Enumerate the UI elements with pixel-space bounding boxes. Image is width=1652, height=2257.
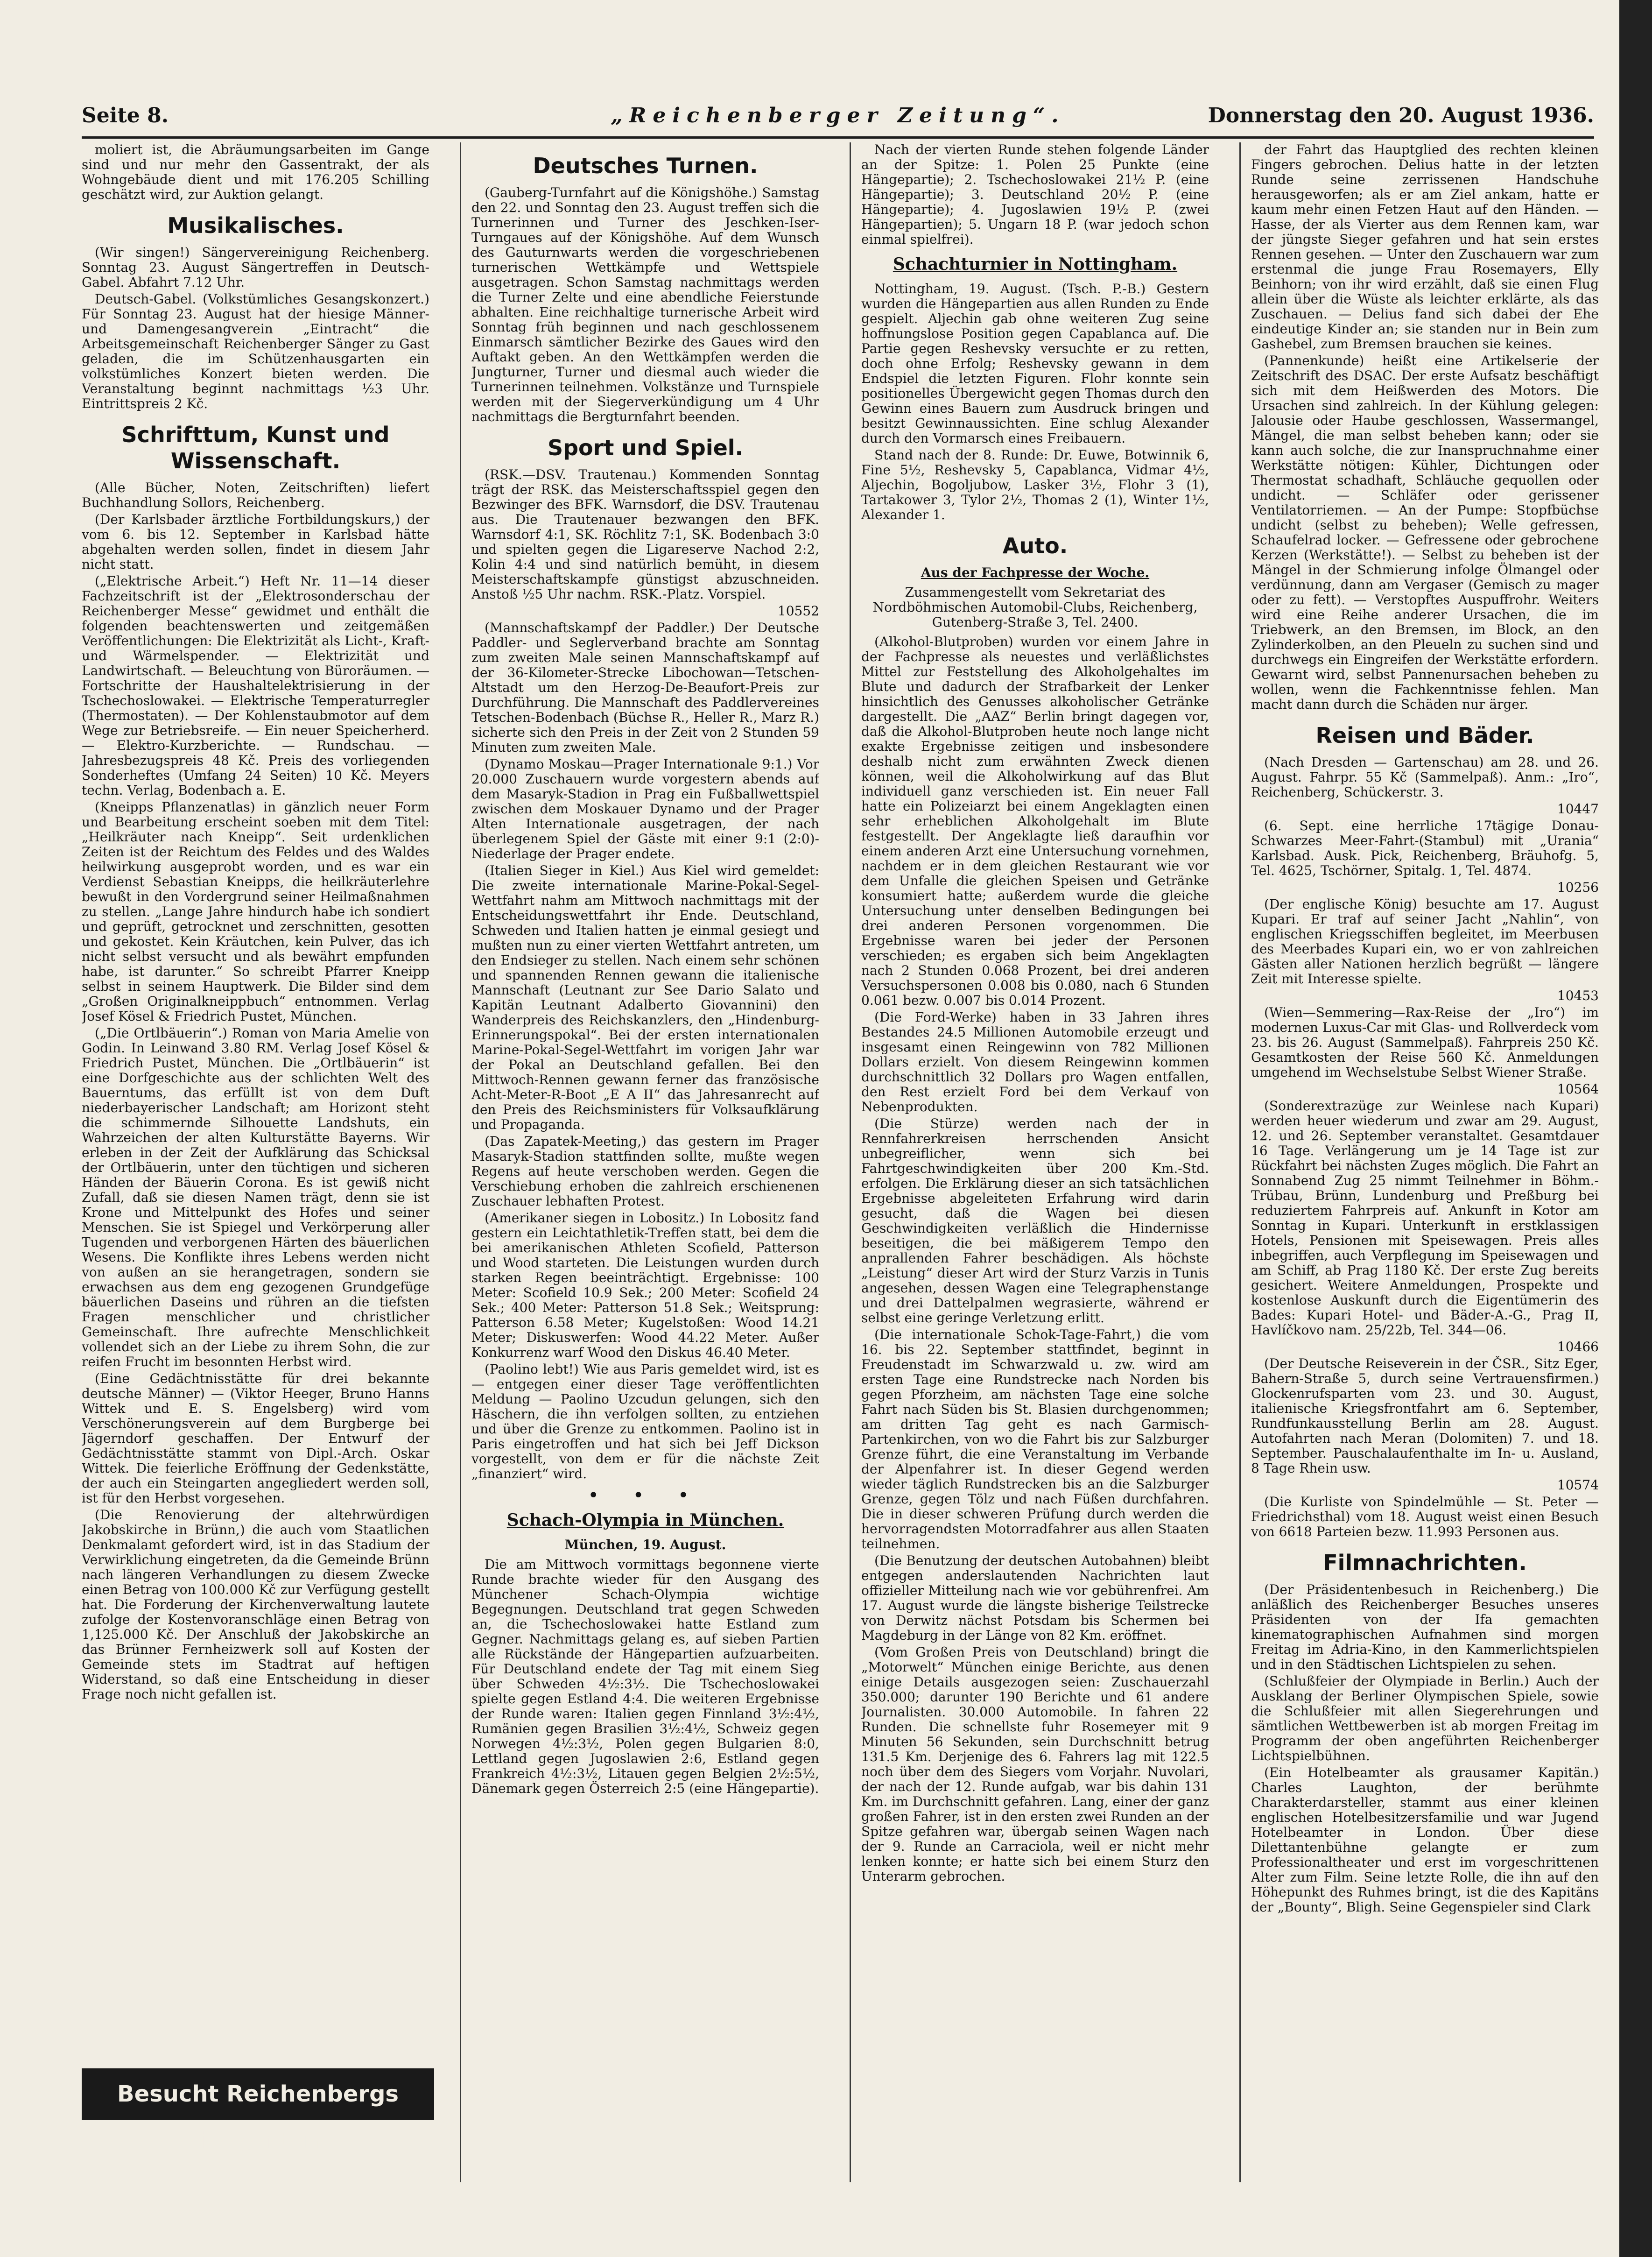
article-text: (Die Kurliste von Spindelmühle — St. Peter — Friedrichsthal) vom 18. August weist einen Besuch von 6618 Parteien bezw. 11.993 Personen aus. bbox=[1251, 1494, 1599, 1539]
article-text: Stand nach der 8. Runde: Dr. Euwe, Botwinnik 6, Fine 5½, Reshevsky 5, Capablanca, Vidmar 4½, Aljechin, Bogoljubow, Lasker 3½, Flohr 3 (1), Tartakower 3, Tylor 2½, Thomas 2 (1), Winter 1½, Alexander 1. bbox=[861, 447, 1209, 522]
article-text: Nach der vierten Runde stehen folgende Länder an der Spitze: 1. Polen 25 Punkte (eine Hängepartie); 2. Tschechoslowakei 21½ P. (eine Hängepartie); 3. Deutschland 20½ P. (eine Hängepartie); 4. Jugoslawien 19½ P. (zwei Hängepartien); 5. Ungarn 18 P. (war jedoch schon einmal spielfrei). bbox=[861, 142, 1209, 247]
section-heading: Auto. bbox=[1002, 533, 1068, 558]
article-text: moliert ist, die Abräumungsarbeiten im Gange sind und nur mehr den Gassentrakt, der als Wohngebäude dient und mit 176.205 Schilling geschätzt wird, zur Auktion gelangt. bbox=[82, 142, 429, 202]
article-text: (Der Präsidentenbesuch in Reichenberg.) Die anläßlich des Reichenberger Besuches unseres Präsidenten von der Ifa gemachten kinematographischen Aufnahmen sind morgen Freitag im Adria-Kino, in den Kammerlichtspielen und in den Städtischen Lichtspielen zu sehen. bbox=[1251, 1582, 1599, 1672]
subsection-heading: Schachturnier in Nottingham. bbox=[893, 254, 1178, 274]
article-text: der Fahrt das Hauptglied des rechten kleinen Fingers gebrochen. Delius hatte in der letzten Runde seine zerrissenen Handschuhe herausgeworfen; als er am Ziel ankam, hatte er kaum mehr einen Fetzen Haut auf den Händen. — Hasse, der als Vierter aus dem Rennen kam, war der jüngste Sieger gefahren und hat sein erstes Rennen gesehen. — Unter den Zuschauern war zum erstenmal die junge Frau Rosemayers, Elly Beinhorn; von ihr wird erzählt, daß sie einen Flug allein über die Wüste als leichter erklärte, als das Zuschauen. — Delius fand sich dabei der Ehe eindeutige Kinder an; sie standen nur in Bein zum Gashebel, zum Bremsen brauchen sie keines. bbox=[1251, 142, 1599, 352]
column-divider bbox=[1239, 142, 1241, 2182]
article-text: (Ein Hotelbeamter als grausamer Kapitän.) Charles Laughton, der berühmte Charakterdarsteller, stammt aus einer kleinen englischen Hotelbesitzersfamilie und war Jugend Hotelbeamter in London. Über diese Dilettantenbühne gelangte er zum Professionaltheater und erst im vorgeschrittenen Alter zum Film. Seine letzte Rolle, die ihn auf den Höhepunkt des Ruhmes bringt, ist die des Kapitäns der „Bounty“, Bligh. Seine Gegenspieler sind Clark bbox=[1251, 1765, 1599, 1915]
article-text: (RSK.—DSV. Trautenau.) Kommenden Sonntag trägt der RSK. das Meisterschaftsspiel gegen den Bezwinger des BFK. Warnsdorf, die DSV. Trautenau aus. Die Trautenauer bezwangen den BFK. Warnsdorf 4:1, SK. Röchlitz 7:1, SK. Bodenbach 3:0 und spielten gegen die Ligareserve Nachod 2:2, Kolin 4:4 und sind natürlich bemüht, in diesem Meisterschaftskampfe günstigst abzuschneiden. Anstoß ½5 Uhr nachm. RSK.-Platz. Vorspiel. bbox=[471, 467, 819, 602]
article-text: (Der Deutsche Reiseverein in der ČSR., Sitz Eger, Bahern-Straße 5, durch seine Vertrauensfirmen.) Glockenrufsparten vom 23. und 30. August, italienische Kriegsfrontfahrt am 6. September, Rundfunkausstellung Berlin am 28. August. Autofahrten nach Meran (Dolomiten) 7. und 18. September. Pauschalaufenthalte im In- u. Ausland, 8 Tage Rhein usw. bbox=[1251, 1356, 1599, 1476]
article-text: (Das Zapatek-Meeting,) das gestern im Prager Masaryk-Stadion stattfinden sollte, mußte wegen Regens auf heute verschoben werden. Gegen die Verschiebung erhoben die zahlreich erschienenen Zuschauer lebhaften Protest. bbox=[471, 1134, 819, 1209]
article-text: (Die Benutzung der deutschen Autobahnen) bleibt entgegen anderslautenden Nachrichten laut offizieller Mitteilung nach wie vor gebührenfrei. Am 17. August wurde die längste bisherige Teilstrecke von Derwitz nächst Potsdam bis Schermen bei Magdeburg in der Länge von 82 Km. eröffnet. bbox=[861, 1553, 1209, 1643]
article-text: (Alkohol-Blutproben) wurden vor einem Jahre in der Fachpresse als neuestes und verläßlichstes Mittel zur Feststellung des Alkoholgehaltes im Blute und dadurch der Strafbarkeit der Lenker hinsichtlich des Genusses alkoholischer Getränke dargestellt. Die „AAZ“ Berlin bringt dagegen vor, daß die Alkohol-Blutproben heute noch lange nicht exakte Ergebnisse zeitigen und insbesondere deshalb nicht zum erwähnten Zweck dienen können, weil die Alkoholwirkung auf das Blut individuell ganz verschieden ist. Ein neuer Fall hatte ein Polizeiarzt bei einem Angeklagten einen sehr erheblichen Alkoholgehalt im Blute festgestellt. Der Angeklagte ließ daraufhin vor einem anderen Arzt eine Untersuchung vornehmen, nachdem er in dem gleichen Restaurant wie vor dem Unfalle die gleichen Speisen und Getränke konsumiert hatte; außerdem wurde die gleiche Untersuchung unter denselben Bedingungen bei drei anderen Personen vorgenommen. Die Ergebnisse waren bei jeder der Personen verschieden; es ergaben sich beim Angeklagten nach 2 Stunden 0.068 Prozent, bei drei anderen Versuchspersonen 0.008 bis 0.080, nach 6 Stunden 0.061 bezw. 0.007 bis 0.014 Prozent. bbox=[861, 634, 1209, 1008]
masthead bbox=[82, 99, 1594, 136]
ad-number: 10453 bbox=[1557, 988, 1599, 1003]
ad-number: 10256 bbox=[1557, 880, 1599, 895]
newspaper-title: „Reichenberger Zeitung“. bbox=[611, 104, 1065, 127]
section-heading: Schrifttum, Kunst und Wissenschaft. bbox=[121, 422, 390, 473]
article-text: (Wien—Semmering—Rax-Reise der „Iro“) im modernen Luxus-Car mit Glas- und Rollverdeck vom 23. bis 26. August (Sammelpaß). Fahrpreis 250 Kč. Gesamtkosten der Reise 560 Kč. Anmeldungen umgehend im Wechselstube Selbst Wiener Straße. bbox=[1251, 1005, 1599, 1080]
article-text: Deutsch-Gabel. (Volkstümliches Gesangskonzert.) Für Sonntag 23. August hat der hiesige Männer- und Damengesangverein „Eintracht“ die Arbeitsgemeinschaft Reichenberger Sänger zu Gast geladen, die im Schützenhausgarten ein volkstümliches Konzert bieten werden. Die Veranstaltung beginnt nachmittags ½3 Uhr. Eintrittspreis 2 Kč. bbox=[82, 291, 429, 411]
article-text: (Italien Sieger in Kiel.) Aus Kiel wird gemeldet: Die zweite internationale Marine-Pokal-Segel-Wettfahrt nahm am Mittwoch nachmittags mit der Entscheidungswettfahrt ihr Ende. Deutschland, Schweden und Italien hatten je einmal gesiegt und mußten nun zu einer vierten Wettfahrt antreten, um den Endsieger zu stellen. Nach einem sehr schönen und spannenden Rennen gewann die italienische Mannschaft (Leutnant zur See Dario Salato und Kapitän Leutnant Adalberto Giovannini) den Wanderpreis des Reichskanzlers, den „Hindenburg-Erinnerungspokal“. Bei der ersten internationalen Marine-Pokal-Segel-Wettfahrt im vorigen Jahr war der Pokal an Deutschland gefallen. Bei den Mittwoch-Rennen gewann ferner das französische Acht-Meter-R-Boot „E A II“ das Jahresanrecht auf den Preis des Reichsministers für Volksaufklärung und Propaganda. bbox=[471, 863, 819, 1132]
section-heading: Reisen und Bäder. bbox=[1315, 723, 1534, 748]
article-text: (Dynamo Moskau—Prager Internationale 9:1.) Vor 20.000 Zuschauern wurde vorgestern abends auf dem Masaryk-Stadion in Prag ein Fußballwettspiel zwischen dem Moskauer Dynamo und der Prager Alten Internationale ausgetragen, der nach überlegenem Spiel der Gäste mit einer 9:1 (2:0)-Niederlage der Prager endete. bbox=[471, 756, 819, 861]
scan-edge bbox=[1619, 0, 1652, 2257]
article-text: („Die Ortlbäuerin“.) Roman von Maria Amelie von Godin. In Leinwand 3.80 RM. Verlag Josef Kösel & Friedrich Pustet, München. Die „Ortlbäuerin“ ist eine Dorfgeschichte aus der schlichten Welt des Bauerntums, das erfüllt ist von dem Duft niederbayerischer Landschaft; am Horizont steht die schimmernde Silhouette Landshuts, ein Wahrzeichen der alten Kulturstätte Bayerns. Wir erleben in der Zeit der Aufklärung das Schicksal der Ortlbäuerin, unter den tüchtigen und sicheren Händen der Bäuerin Corona. Es ist gewiß nicht Zufall, daß sie diesen Namen trägt, denn sie ist Krone und Mittelpunkt des Hofes und seiner Menschen. Sie ist Spiegel und Verkörperung aller Tugenden und verborgenen Härten des bäuerlichen Wesens. Die Konflikte ihres Lebens werden nicht von außen an sie herangetragen, sondern sie erwachsen aus dem eng gezogenen Grundgefüge bäuerlichen Daseins und rühren an die tiefsten Fragen menschlicher und christlicher Gemeinschaft. Ihre aufrechte Menschlichkeit vollendet sich an der Liebe zu ihrem Sohn, die zur reifen Frucht im besonnten Herbst wird. bbox=[82, 1025, 429, 1369]
zoo-advertisement-banner: Besucht Reichenbergs Tiergarten! bbox=[82, 2068, 434, 2120]
ad-number: 10447 bbox=[1557, 801, 1599, 817]
article-text: (Vom Großen Preis von Deutschland) bringt die „Motorwelt“ München einige Berichte, aus denen einige Details ausgezogen seien: Zuschauerzahl 350.000; darunter 190 Berichte und 61 andere Journalisten. 30.000 Automobile. In fahren 22 Runden. Die schnellste fuhr Rosemeyer mit 9 Minuten 56 Sekunden, sein Durchschnitt betrug 131.5 Km. Derjenige des 6. Fahrers lag mit 122.5 noch über dem des Siegers vom Vorjahr. Nuvolari, der nach der 12. Runde aufgab, war bis dahin 131 Km. im Durchschnitt gefahren. Lang, einer der ganz großen Fahrer, ist in den ersten zwei Runden an der Spitze gefahren war, übergab seinen Wagen nach der 9. Runde an Carraciola, weil er nicht mehr lenken konnte; er hatte sich bei einem Sturz den Unterarm gebrochen. bbox=[861, 1644, 1209, 1884]
masthead-rule bbox=[82, 136, 1594, 139]
section-heading: Filmnachrichten. bbox=[1323, 1550, 1527, 1575]
article-text: (Sonderextrazüge zur Weinlese nach Kupari) werden heuer wiederum und zwar am 29. August, 12. und 26. September veranstaltet. Gesamtdauer 16 Tage. Verlängerung um je 14 Tage ist zur Rückfahrt bei nächsten Zuges möglich. Die Fahrt an Sonnabend Zug 25 nimmt Teilnehmer in Böhm.-Trübau, Brünn, Lundenburg und Preßburg bei reduziertem Fahrpreis auf. Ankunft in Kotor am Sonntag in Kupari. Unterkunft in erstklassigen Hotels, Pensionen mit Speisewagen. Preis alles inbegriffen, auch Verpflegung im Speisewagen und am Schiff, ab Prag 1180 Kč. Der erste Zug bereits gesichert. Weitere Anmeldungen, Prospekte und kostenlose Auskunft durch die Eigentümerin des Bades: Kupari Hotel- und Bäder-A.-G., Prag II, Havlíčkovo nam. 25/22b, Tel. 344—06. bbox=[1251, 1098, 1599, 1338]
column-3 bbox=[861, 142, 1209, 2182]
article-text: („Elektrische Arbeit.“) Heft Nr. 11—14 dieser Fachzeitschrift ist der „Elektrosonderschau der Reichenberger Messe“ gewidmet und enthält die folgenden beachtenswerten und zeitgemäßen Veröffentlichungen: Die Elektrizität als Licht-, Kraft- und Wärmelspender. — Elektrizität und Landwirtschaft. — Beleuchtung von Büroräumen. — Fortschritte der Haushaltelektrisierung in der Tschechoslowakei. — Elektrische Temperaturregler (Thermostaten). — Der Kohlenstaubmotor auf dem Wege zur Betriebsreife. — Ein neuer Speicherherd. — Elektro-Kurzberichte. — Rundschau. — Jahresbezugspreis 48 Kč. Preis des vorliegenden Sonderheftes (Umfang 24 Seiten) 10 Kč. Meyers techn. Verlag, Bodenbach a. E. bbox=[82, 573, 429, 798]
article-text: (Kneipps Pflanzenatlas) in gänzlich neuer Form und Bearbeitung erscheint soeben mit dem Titel: „Heilkräuter nach Kneipp“. Seit urdenklichen Zeiten ist der Reichtum des Feldes und des Waldes heilwirkung ausgeprobt worden, und es war ein Verdienst Sebastian Kneipps, die heilkräuterlehre bewußt in den Vordergrund seiner Heilmaßnahmen zu stellen. „Lange Jahre hindurch habe ich sondiert und geprüft, getrocknet und zerschnitten, gesotten und gekostet. Kein Kräutchen, kein Pulver, das ich nicht selbst versucht und als bewährt empfunden habe, ist darunter.“ So schreibt Pfarrer Kneipp selbst in seinem Hauptwerk. Die Bilder sind dem „Großen Originalkneippbuch“ entnommen. Verlag Josef Kösel & Friedrich Pustet, München. bbox=[82, 799, 429, 1024]
section-heading: Deutsches Turnen. bbox=[533, 153, 758, 178]
article-text: (Gauberg-Turnfahrt auf die Königshöhe.) Samstag den 22. und Sonntag den 23. August treffen sich die Turnerinnen und Turner des Jeschken-Iser-Turngaues auf der Königshöhe. Auf dem Wunsch des Gauturnwarts werden die vorgeschriebenen turnerischen Wettkämpfe und Wettspiele ausgetragen. Schon Samstag nachmittags werden die Turner Zelte und eine abendliche Feierstunde abhalten. Eine reichhaltige turnerische Arbeit wird Sonntag früh beginnen und nach geschlossenem Einmarsch sämtlicher Bezirke des Gaues wird den Auftakt geben. An den Wettkämpfen werden die Jungturner, Turner und diesmal auch wieder die Turnerinnen teilnehmen. Volkstänze und Turnspiele werden mit der Siegerverkündigung um 4 Uhr nachmittags die Bergturnfahrt beenden. bbox=[471, 185, 819, 424]
section-heading: Musikalisches. bbox=[167, 213, 344, 238]
article-text: (Schlußfeier der Olympiade in Berlin.) Auch der Ausklang der Berliner Olympischen Spiele, sowie die Schlußfeier mit allen Siegerehrungen und sämtlichen Wettbewerben ist ab morgen Freitag im Programm der oben angeführten Reichenberger Lichtspielbühnen. bbox=[1251, 1673, 1599, 1763]
article-text: (Wir singen!) Sängervereinigung Reichenberg. Sonntag 23. August Sängertreffen in Deutsch-Gabel. Abfahrt 7.12 Uhr. bbox=[82, 245, 429, 290]
column-2 bbox=[471, 142, 819, 2182]
article-text: (Pannenkunde) heißt eine Artikelserie der Zeitschrift des DSAC. Der erste Aufsatz beschäftigt sich mit dem Heißwerden des Motors. Die Ursachen sind zahlreich. In der Kühlung gelegen: Jalousie oder Haube geschlossen, Wassermangel, Mängel, die man selbst beheben kann; oder sie kann auch solche, die zur Inanspruchnahme einer Werkstätte nötigen: Kühler, Dichtungen oder Thermostat schadhaft, Schläuche gequollen oder undicht. — Schläfer oder gerissener Ventilatorriemen. — An der Pumpe: Stopfbüchse undicht (selbst zu beheben); Welle gefressen, Schaufelrad locker. — Gefressene oder gebrochene Kerzen (Werkstätte!). — Selbst zu beheben ist der Mängel in der Schmierung infolge Ölmangel oder verdünnung, dann am Vergaser (Gemisch zu mager oder zu fett). — Verstopftes Auspuffrohr. Weiters wird eine Reihe anderer Ursachen, die im Triebwerk, an den Bremsen, im Block, an den Zylinderkolben, an den Pleueln zu suchen sind und durchwegs ein Eingreifen der Werkstätte erfordern. Gewarnt wird, selbst Pannenursachen beheben zu wollen, wenn die Fachkenntnisse fehlen. Man macht dann durch die Schäden nur ärger. bbox=[1251, 353, 1599, 712]
article-text: (Amerikaner siegen in Lobositz.) In Lobositz fand gestern ein Leichtathletik-Treffen statt, bei dem die bei amerikanischen Athleten Scofield, Patterson und Wood starteten. Die Leistungen wurden durch starken Regen beeinträchtigt. Ergebnisse: 100 Meter: Scofield 10.9 Sek.; 200 Meter: Scofield 24 Sek.; 400 Meter: Patterson 51.8 Sek.; Weitsprung: Patterson 6.58 Meter; Kugelstoßen: Wood 14.21 Meter; Diskuswerfen: Wood 44.22 Meter. Außer Konkurrenz warf Wood den Diskus 46.40 Meter. bbox=[471, 1210, 819, 1360]
article-text: (Die Ford-Werke) haben in 33 Jahren ihres Bestandes 24.5 Millionen Automobile erzeugt und insgesamt einen Reingewinn von 782 Millionen Dollars erzielt. Von diesem Reingewinn kommen durchschnittlich 32 Dollars pro Wagen entfallen, den Rest erzielt Ford bei dem Verkauf von Nebenprodukten. bbox=[861, 1009, 1209, 1114]
article-text: Nottingham, 19. August. (Tsch. P.-B.) Gestern wurden die Hängepartien aus allen Runden zu Ende gespielt. Aljechin gab ohne weiteren Zug seine hoffnungslose Position gegen Capablanca auf. Die Partie gegen Reshevsky versuchte er zu retten, doch ohne Erfolg; Reshevsky gewann in dem Endspiel die letzten Figuren. Flohr konnte sein positionelles Übergewicht gegen Thomas durch den Gewinn eines Bauern zum Ausdruck bringen und besitzt Gewinnaussichten. Eine schlug Alexander durch den Vormarsch eines Freibauern. bbox=[861, 281, 1209, 446]
byline: Zusammengestellt vom Sekretariat des Nordböhmischen Automobil-Clubs, Reichenberg, Gutenberg-Straße 3, Tel. 2400. bbox=[872, 585, 1198, 630]
dateline: München, 19. August. bbox=[564, 1537, 726, 1552]
separator-dots: • • • bbox=[588, 1485, 703, 1506]
section-heading: Sport und Spiel. bbox=[547, 435, 744, 460]
column-divider bbox=[850, 142, 851, 2182]
issue-date: Donnerstag den 20. August 1936. bbox=[1208, 104, 1594, 127]
article-text: (6. Sept. eine herrliche 17tägige Donau-Schwarzes Meer-Fahrt-(Stambul) mit „Urania“ Karlsbad. Ausk. Pick, Reichenberg, Bräuhofg. 5, Tel. 4625, Tschörner, Spitalg. 1, Tel. 4874. bbox=[1251, 818, 1599, 878]
ad-number: 10574 bbox=[1557, 1477, 1599, 1493]
column-1 bbox=[82, 142, 429, 2182]
column-4 bbox=[1251, 142, 1599, 2182]
article-text: (Mannschaftskampf der Paddler.) Der Deutsche Paddler- und Seglerverband brachte am Sonntag zum zweiten Male seinen Mannschaftskampf auf der 36-Kilometer-Strecke Libochowan—Tetschen-Altstadt um den Herzog-De-Beaufort-Preis zur Durchführung. Die Mannschaft des Paddlervereines Tetschen-Bodenbach (Büchse R., Heller R., Marz R.) sicherte sich den Preis in der Zeit von 2 Stunden 59 Minuten zum zweiten Male. bbox=[471, 620, 819, 755]
ad-number: 10552 bbox=[777, 603, 819, 619]
ad-number: 10564 bbox=[1557, 1081, 1599, 1097]
article-text: (Der Karlsbader ärztliche Fortbildungskurs,) der vom 6. bis 12. September in Karlsbad hätte abgehalten werden sollen, findet in diesem Jahr nicht statt. bbox=[82, 512, 429, 572]
subsection-heading: Aus der Fachpresse der Woche. bbox=[921, 565, 1150, 580]
article-text: Die am Mittwoch vormittags begonnene vierte Runde brachte wieder für den Ausgang des Münchener Schach-Olympia wichtige Begegnungen. Deutschland trat gegen Schweden an, die Tschechoslowakei hatte Estland zum Gegner. Nachmittags gelang es, auf sieben Partien alle Rückstände der Hängepartien aufzuarbeiten. Für Deutschland endete der Tag mit einem Sieg über Schweden 4½:3½. Die Tschechoslowakei spielte gegen Estland 4:4. Die weiteren Ergebnisse der Runde waren: Italien gegen Finnland 3½:4½, Rumänien gegen Brasilien 3½:4½, Schweiz gegen Norwegen 4½:3½, Polen gegen Bulgarien 8:0, Lettland gegen Jugoslawien 2:6, Estland gegen Frankreich 4½:3½, Litauen gegen Belgien 2½:5½, Dänemark gegen Österreich 2:5 (eine Hängepartie). bbox=[471, 1557, 819, 1796]
article-text: (Die internationale Schok-Tage-Fahrt,) die vom 16. bis 22. September stattfindet, beginnt in Freudenstadt im Schwarzwald u. zw. wird am ersten Tage eine Rundstrecke nach Norden bis gegen Pforzheim, am nächsten Tage eine solche Fahrt nach Süden bis St. Blasien durchgenommen; am dritten Tag geht es nach Garmisch-Partenkirchen, von wo die Fahrt bis zur Salzburger Grenze führt, die eine Veranstaltung im Verbande der Alpenfahrer ist. In dieser Gegend werden wieder täglich Rundstrecken bis an die Salzburger Grenze, gegen Tölz und nach Füßen durchfahren. Die in dieser schweren Prüfung durch werden die hervorragendsten Motorradfahrer aus allen Staaten teilnehmen. bbox=[861, 1327, 1209, 1552]
subsection-heading: Schach-Olympia in München. bbox=[506, 1510, 784, 1530]
column-divider bbox=[460, 142, 461, 2182]
article-text: (Eine Gedächtnisstätte für drei bekannte deutsche Männer) — (Viktor Heeger, Bruno Hanns Wittek und E. S. Engelsberg) wird vom Verschönerungsverein auf dem Burgberge bei Jägerndorf geschaffen. Der Entwurf der Gedächtnisstätte stammt von Dipl.-Arch. Oskar Wittek. Die feierliche Eröffnung der Gedenkstätte, der auch ein Steingarten angegliedert werden soll, ist für den Herbst vorgesehen. bbox=[82, 1371, 429, 1506]
page-number: Seite 8. bbox=[82, 104, 169, 127]
article-text: (Nach Dresden — Gartenschau) am 28. und 26. August. Fahrpr. 55 Kč (Sammelpaß). Anm.: „Iro“, Reichenberg, Schückerstr. 3. bbox=[1251, 755, 1599, 800]
article-text: (Paolino lebt!) Wie aus Paris gemeldet wird, ist es — entgegen einer dieser Tage veröffentlichten Meldung — Paolino Uzcudun gelungen, sich den Häschern, die ihn verfolgen sollten, zu entziehen und über die Grenze zu entkommen. Paolino ist in Paris eingetroffen und hat sich bei Jeff Dickson vorgestellt, von dem er für die nächste Zeit „finanziert“ wird. bbox=[471, 1361, 819, 1481]
article-text: (Alle Bücher, Noten, Zeitschriften) liefert Buchhandlung Sollors, Reichenberg. bbox=[82, 480, 429, 510]
article-text: (Die Stürze) werden nach der in Rennfahrerkreisen herrschenden Ansicht unbegreiflicher, wenn sich bei Fahrtgeschwindigkeiten über 200 Km.-Std. erfolgen. Die Erklärung dieser an sich tatsächlichen Ergebnisse abgeleiteten Erfahrung wird darin gesucht, daß die Wagen bei diesen Geschwindigkeiten verläßlich die Hindernisse beseitigen, die bei mäßigerem Tempo den anprallenden Fahrer beschädigen. Als höchste „Leistung“ dieser Art wird der Sturz Varzis in Tunis angesehen, dessen Wagen eine Telegraphenstange und drei Dattelpalmen wegrasierte, während er selbst eine geringe Verletzung erlitt. bbox=[861, 1116, 1209, 1326]
ad-number: 10466 bbox=[1557, 1339, 1599, 1354]
article-text: (Die Renovierung der altehrwürdigen Jakobskirche in Brünn,) die auch vom Staatlichen Denkmalamt gefordert wird, ist in das Stadium der Verwirklichung eingetreten, da die Gemeinde Brünn nach längeren Verhandlungen zu diesem Zwecke einen Betrag von 100.000 Kč zur Verfügung gestellt hat. Die Forderung der Kirchenverwaltung lautete zufolge der Kostenvoranschläge einen Betrag von 1,125.000 Kč. Der Anschluß der Jakobskirche an das Brünner Fernheizwerk soll auf Kosten der Gemeinde stets im Stadtrat auf heftigen Widerstand, so daß eine Entscheidung in dieser Frage noch nicht gefallen ist. bbox=[82, 1507, 429, 1702]
article-text: (Der englische König) besuchte am 17. August Kupari. Er traf auf seiner Jacht „Nahlin“, von englischen Kriegsschiffen begleitet, im Meerbusen des Meerbades Kupari ein, wo er von zahlreichen Gästen aller Nationen herzlich begrüßt — längere Zeit mit Interesse spielte. bbox=[1251, 896, 1599, 987]
